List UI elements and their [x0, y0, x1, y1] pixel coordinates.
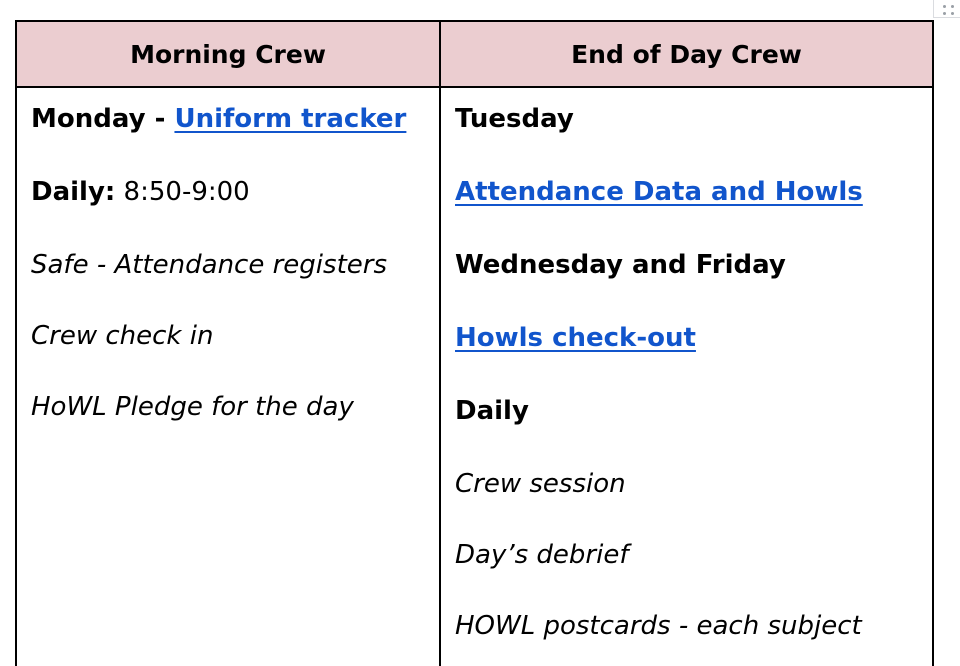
attendance-link-line	[455, 175, 932, 248]
morning-item: Safe - Attendance registers	[31, 250, 388, 280]
monday-line	[31, 102, 439, 175]
howls-check-out-link[interactable]: Howls check-out	[455, 323, 696, 353]
uniform-tracker-link[interactable]: Uniform tracker	[174, 104, 407, 134]
howls-checkout-link-line	[455, 321, 932, 394]
drag-handle-icon[interactable]	[933, 0, 960, 18]
end-of-day-daily-label: Daily	[455, 396, 529, 426]
crew-schedule-table	[15, 20, 934, 666]
daily-line	[31, 175, 439, 248]
daily-time: 8:50-9:00	[115, 177, 250, 207]
monday-label: Monday -	[31, 104, 175, 134]
morning-crew-cell	[16, 87, 440, 666]
content-row	[16, 87, 933, 666]
attendance-data-and-howls-link[interactable]: Attendance Data and Howls	[455, 177, 863, 207]
end-of-day-item: Day’s debrief	[455, 540, 629, 570]
tuesday-label: Tuesday	[455, 104, 574, 134]
header-row	[16, 21, 933, 87]
end-of-day-item: Crew session	[455, 469, 626, 499]
daily-label: Daily:	[31, 177, 116, 207]
header-morning-crew: Morning Crew	[16, 21, 440, 87]
morning-item: Crew check in	[31, 321, 214, 351]
end-of-day-crew-cell	[440, 87, 933, 666]
header-end-of-day-crew: End of Day Crew	[440, 21, 933, 87]
wednesday-friday-label: Wednesday and Friday	[455, 250, 786, 280]
end-of-day-item: HOWL postcards - each subject	[455, 611, 862, 641]
morning-item: HoWL Pledge for the day	[31, 392, 354, 422]
